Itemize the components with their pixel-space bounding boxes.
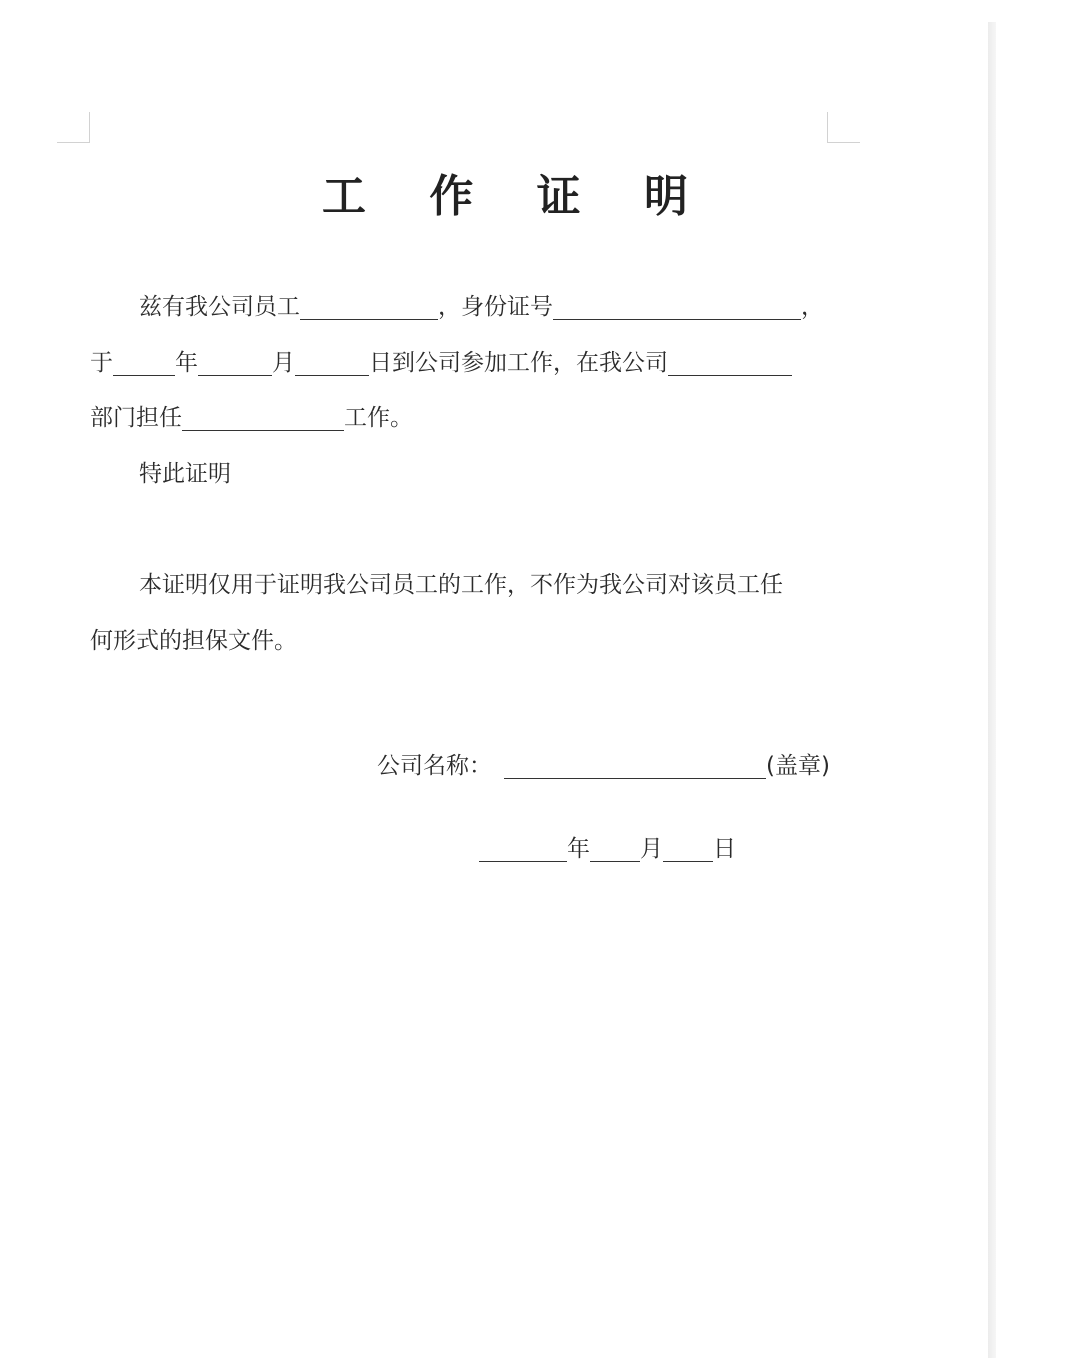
company-name-line xyxy=(377,751,830,781)
blank-sign-day[interactable] xyxy=(663,837,713,862)
margin-corner-top-right xyxy=(827,112,860,143)
blank-employee-name[interactable] xyxy=(300,295,438,320)
paragraph-3-line-1 xyxy=(139,570,783,600)
blank-id-number[interactable] xyxy=(553,295,801,320)
text-at: 于 xyxy=(90,350,113,376)
text-disclaimer-1: 本证明仅用于证明我公司员工的工作，不作为我公司对该员工任 xyxy=(139,572,783,598)
margin-corner-top-left xyxy=(57,112,90,143)
blank-company-name[interactable] xyxy=(504,754,766,779)
blank-sign-month[interactable] xyxy=(590,837,640,862)
paragraph-3-line-2 xyxy=(90,626,297,656)
text-sign-day: 日 xyxy=(713,836,736,862)
text-work: 工作。 xyxy=(344,405,413,431)
text-join-company: 日到公司参加工作，在我公司 xyxy=(369,350,668,376)
text-seal: (盖章) xyxy=(766,753,830,779)
paragraph-1-line-2 xyxy=(90,348,792,378)
document-title: 工 作 证 明 xyxy=(322,171,712,222)
paragraph-1-line-3 xyxy=(90,403,413,433)
text-department-position: 部门担任 xyxy=(90,405,182,431)
text-hereby-certify: 特此证明 xyxy=(139,461,231,487)
text-id-number: ，身份证号 xyxy=(438,294,553,320)
text-year: 年 xyxy=(175,350,198,376)
date-line xyxy=(479,834,736,864)
paragraph-2 xyxy=(139,459,231,489)
blank-sign-year[interactable] xyxy=(479,837,567,862)
text-sign-month: 月 xyxy=(640,836,663,862)
text-comma: ， xyxy=(801,294,824,320)
paragraph-1-line-1 xyxy=(139,292,824,322)
text-sign-year: 年 xyxy=(567,836,590,862)
text-company-name-label: 公司名称： xyxy=(377,753,492,779)
text-employee: 兹有我公司员工 xyxy=(139,294,300,320)
text-month: 月 xyxy=(272,350,295,376)
blank-position[interactable] xyxy=(182,406,344,431)
blank-join-month[interactable] xyxy=(198,351,272,376)
blank-join-day[interactable] xyxy=(295,351,369,376)
text-disclaimer-2: 何形式的担保文件。 xyxy=(90,628,297,654)
blank-join-year[interactable] xyxy=(113,351,175,376)
blank-department[interactable] xyxy=(668,351,792,376)
